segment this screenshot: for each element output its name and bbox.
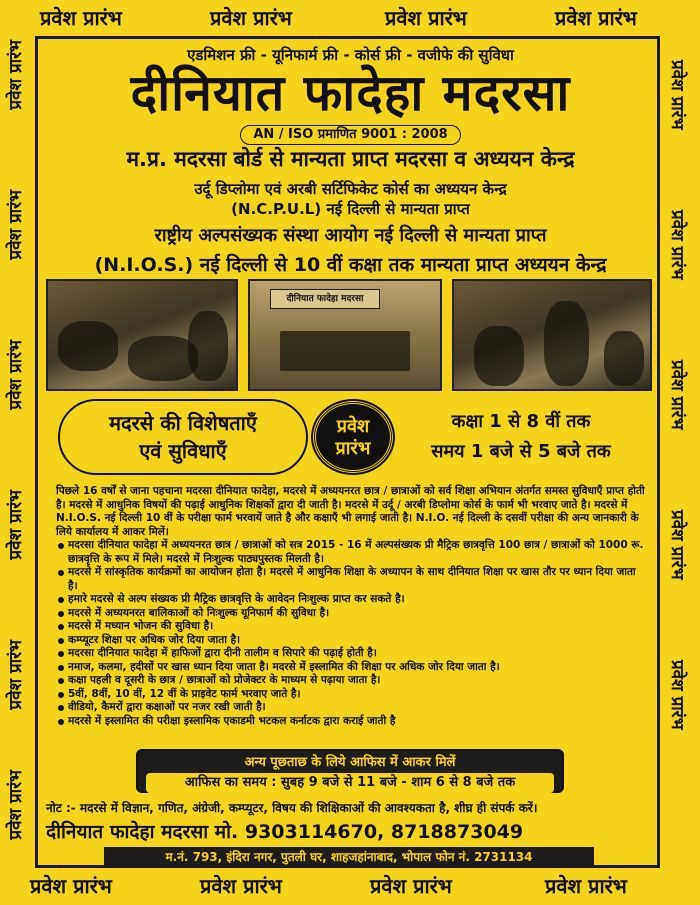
madrasa-title: दीनियात फादेहा मदरसा <box>130 64 571 122</box>
ncpul-line: (N.C.P.U.L) नई दिल्ली से मान्यता प्राप्त <box>231 200 470 218</box>
offer-line: एडमिशन फ्री - यूनिफार्म फ्री - कोर्स फ्री - वजीफे की सुविधा <box>187 46 514 64</box>
band-label: प्रवेश प्रारंभ <box>667 60 687 130</box>
band-label: प्रवेश प्रारंभ <box>210 6 292 30</box>
band-label: प्रवेश प्रारंभ <box>6 490 26 560</box>
list-item: हमारे मदरसे से अल्प संख्यक प्री मैट्रिक छात्रवृत्ति के आवेदन निःशुल्क प्राप्त कर सकते है। <box>56 593 646 607</box>
iso-badge: AN / ISO प्रमाणित 9001 : 2008 <box>240 125 460 145</box>
left-band <box>4 40 32 870</box>
photo-strip <box>46 279 652 391</box>
admission-stamp <box>313 401 393 473</box>
band-label: प्रवेश प्रारंभ <box>385 6 467 30</box>
features-banner <box>58 399 638 475</box>
band-label: प्रवेश प्रारंभ <box>40 6 122 30</box>
building-photo <box>248 279 442 391</box>
class-range: कक्षा 1 से 8 वीं तक <box>451 411 591 432</box>
list-item: मदरसा दीनियात फादेहा में हाफिजों द्वारा दीनी तालीम व सिपारे की पढ़ाई होती है। <box>56 647 646 661</box>
list-item: मदरसे में मध्यान भोजन की सुविधा है। <box>56 620 646 634</box>
band-label: प्रवेश प्रारंभ <box>555 6 637 30</box>
band-label: प्रवेश प्रारंभ <box>6 340 26 410</box>
list-item: वीडियो, कैमरों द्वारा कक्षाओं पर नजर रखी जाती है। <box>56 701 646 715</box>
right-band <box>666 40 694 870</box>
band-label: प्रवेश प्रारंभ <box>200 874 282 898</box>
list-item: नमाज, कलमा, हदीसों पर खास ध्यान दिया जाता है। मदरसे में इस्लामित की शिक्षा पर अधिक जोर दिया जाता है। <box>56 661 646 675</box>
list-item: मदरसा दीनियात फादेहा में अध्ययनरत छात्र / छात्राओं को सत्र 2015 - 16 में अल्पसंख्यक प्री मैट्रिक छात्रवृत्ति 100 छात्र / छात्राओं को 1000 रू. छात्रवृत्ति के रूप में मिले। मदरसे में निःशुल्क पाठ्यपुस्तक मिलती है। <box>56 539 646 566</box>
list-item: मदरसे में इस्लामित की परीक्षा इस्लामिक एकाडमी भटकल कर्नाटक द्वारा कराई जाती है <box>56 715 646 729</box>
band-label: प्रवेश प्रारंभ <box>667 210 687 280</box>
board-recognition: म.प्र. मदरसा बोर्ड से मान्यता प्राप्त मदरसा व अध्ययन केन्द्र <box>126 147 575 171</box>
teacher-wanted-note: नोट :- मदरसे में विज्ञान, गणित, अंग्रेजी, कम्प्यूटर, विषय की शिक्षिकाओं की आवश्यकता है, शीघ्र ही संपर्क करें। <box>46 801 538 815</box>
list-item: 5वीं, 8वीं, 10 वीं, 12 वीं के प्राइवेट फार्म भरवाए जाते है। <box>56 688 646 702</box>
band-label: प्रवेश प्रारंभ <box>6 190 26 260</box>
band-label: प्रवेश प्रारंभ <box>667 360 687 430</box>
office-enquiry: अन्य पूछताछ के लिये आफिस में आकर मिलें <box>244 755 456 770</box>
features-heading <box>58 399 308 475</box>
band-label: प्रवेश प्रारंभ <box>370 874 452 898</box>
stamp-line2: प्रारंभ <box>335 438 371 459</box>
band-label: प्रवेश प्रारंभ <box>545 874 627 898</box>
commission-line: राष्ट्रीय अल्पसंख्यक संस्था आयोग नई दिल्ली से मान्यता प्राप्त <box>154 225 547 246</box>
top-band <box>0 4 700 34</box>
office-info <box>136 749 564 793</box>
feature-list <box>56 539 646 728</box>
body-text <box>56 485 646 728</box>
nios-line: (N.I.O.S.) नई दिल्ली से 10 वीं कक्षा तक मान्यता प्राप्त अध्ययन केन्द्र <box>94 254 607 276</box>
features-line1: मदरसे की विशेषताएँ <box>109 411 257 435</box>
iso-wrap <box>38 123 663 145</box>
contact-numbers: दीनियात फादेहा मदरसा मो. 9303114670, 8718873049 <box>46 821 524 843</box>
address-bar: म.नं. 793, इंदिरा नगर, पुतली घर, शाहजहांनाबाद, भोपाल फोन नं. 2731134 <box>104 847 594 867</box>
students-photo <box>452 279 652 391</box>
list-item: कक्षा पहली व दूसरी के छात्र / छात्राओं को प्रोजेक्टर के माध्यम से पढ़ाया जाता है। <box>56 674 646 688</box>
bottom-band <box>0 872 700 902</box>
office-hours: आफिस का समय : सुबह 9 बजे से 11 बजे - शाम 6 से 8 बजे तक <box>146 773 554 793</box>
list-item: मदरसे में अध्ययनरत बालिकाओं को निःशुल्क यूनिफार्म की सुविधा है। <box>56 607 646 621</box>
band-label: प्रवेश प्रारंभ <box>667 660 687 730</box>
madrasa-signboard: दीनियात फादेहा मदरसा <box>270 289 380 309</box>
classroom-photo <box>46 279 238 391</box>
band-label: प्रवेश प्रारंभ <box>6 40 26 110</box>
class-timing <box>406 407 636 467</box>
band-label: प्रवेश प्रारंभ <box>30 874 112 898</box>
poster-frame <box>35 36 660 868</box>
class-time: समय 1 बजे से 5 बजे तक <box>431 441 611 462</box>
urdu-diploma-line: उर्दू डिप्लोमा एवं अरबी सर्टिफिकेट कोर्स का अध्ययन केन्द्र <box>194 180 507 198</box>
band-label: प्रवेश प्रारंभ <box>667 510 687 580</box>
band-label: प्रवेश प्रारंभ <box>6 640 26 710</box>
list-item: कम्प्यूटर शिक्षा पर अधिक जोर दिया जाता है। <box>56 634 646 648</box>
features-line2: एवं सुविधाएँ <box>139 439 227 463</box>
intro-paragraph: पिछले 16 वर्षों से जाना पहचाना मदरसा दीनियात फादेहा, मदरसे में अध्ययनरत छात्र / छात्राओं को सर्व शिक्षा अभियान अंतर्गत समस्त सुविधाएँ प्राप्त होती है। मदरसे में आधुनिक विषयों की पढ़ाई आधुनिक शिक्षकों द्वारा दी जाती है। मदरसे में उर्दू / अरबी डिप्लोमा कोर्स के फार्म भी भरवाए जाते है। मदरसे में N.I.O.S. नई दिल्ली 10 वीं के परीक्षा फार्म भरवायें जाते है और कक्षाएँ भी लगाई जाती है। N.I.O. नई दिल्ली के दसवीं परीक्षा की अन्य जानकारी के लिये कार्यालय में आकर मिलें। <box>56 485 645 538</box>
band-label: प्रवेश प्रारंभ <box>6 770 26 840</box>
list-item: मदरसे में सांस्कृतिक कार्यक्रमों का आयोजन होता है। मदरसे में आधुनिक शिक्षा के अध्यापन के साथ दीनियात शिक्षा पर खास तौर पर ध्यान दिया जाता है। <box>56 566 646 593</box>
stamp-line1: प्रवेश <box>336 416 370 437</box>
